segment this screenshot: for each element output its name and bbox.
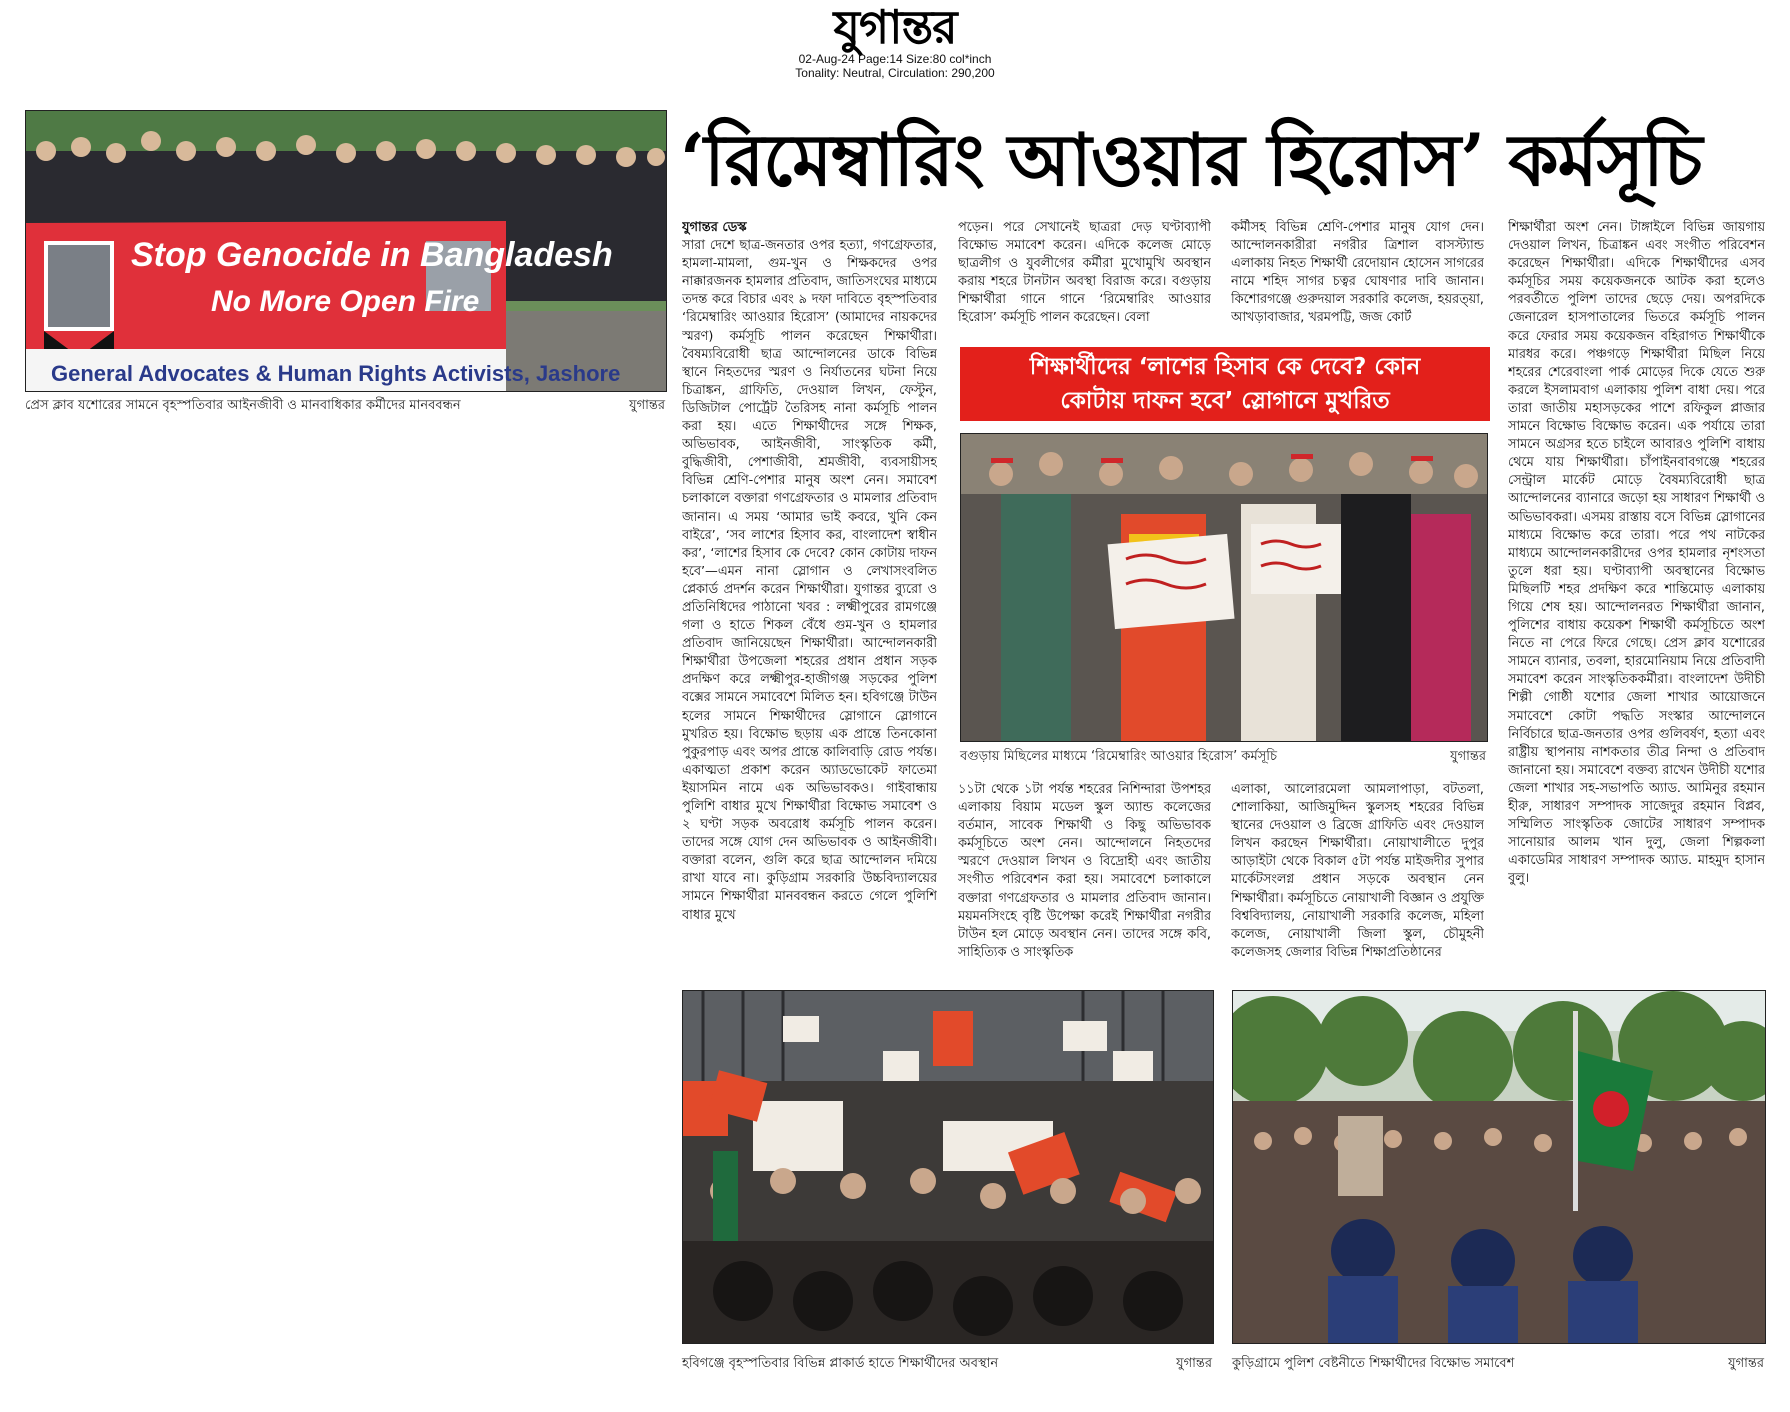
photo-habiganj-placards xyxy=(682,990,1214,1344)
article-column-1 xyxy=(682,219,937,974)
photo3-credit: যুগান্তর xyxy=(1176,1356,1212,1371)
photo3-caption: হবিগঞ্জে বৃহস্পতিবার বিভিন্ন প্লাকার্ড হাতে শিক্ষার্থীদের অবস্থান xyxy=(682,1356,999,1371)
photo-habiganj-image xyxy=(683,991,1213,1343)
clipping-meta-line1: 02-Aug-24 Page:14 Size:80 col*inch xyxy=(798,52,992,66)
article-col3-bottom-text: এলাকা, আলোরমেলা আমলাপাড়া, বটতলা, শোলাকিয়া, আজিমুদ্দিন স্কুলসহ শহরের বিভিন্ন স্থানের দেওয়াল ও ব্রিজে গ্রাফিতি এবং দেওয়াল লিখন করছেন শিক্ষার্থীরা। নোয়াখালীতে দুপুর আড়াইটা থেকে বিকাল ৫টা পর্যন্ত মাইজদীর সুপার মার্কেটসংলগ্ন প্রধান সড়কে অবস্থান নেন শিক্ষার্থীরা। কর্মসূচিতে নোয়াখালী বিজ্ঞান ও প্রযুক্তি বিশ্ববিদ্যালয়, নোয়াখালী সরকারি কলেজ, মহিলা কলেজ, নোয়াখালী জিলা স্কুল, চৌমুহনী কলেজসহ জেলার বিভিন্ন শিক্ষাপ্রতিষ্ঠানের xyxy=(1231,782,1484,960)
photo-kurigram-police xyxy=(1232,990,1766,1344)
photo4-caption: কুড়িগ্রামে পুলিশ বেষ্টনীতে শিক্ষার্থীদের বিক্ষোভ সমাবেশ xyxy=(1232,1356,1515,1371)
photo4-credit: যুগান্তর xyxy=(1728,1356,1764,1371)
photo-human-chain-image xyxy=(26,111,666,391)
article-column-4 xyxy=(1508,219,1765,974)
photo-bogura-image xyxy=(961,434,1487,741)
article-col4-text: শিক্ষার্থীরা অংশ নেন। টাঙ্গাইলে বিভিন্ন জায়গায় দেওয়াল লিখন, চিত্রাঙ্কন এবং সংগীত পরিবেশন করেছেন শিক্ষার্থীরা। এদিকে শিক্ষার্থীদের এসব কর্মসূচির সময় কয়েকজনকে আটক করা হলেও পরবর্তীতে পুলিশ তাদের ছেড়ে দেয়। অপরদিকে জেনারেল হাসপাতালের ভিতরে কর্মসূচি পালন করে ফেরার সময় কয়েকজন বহিরাগত শিক্ষার্থীকে মারধর করে। পঞ্চগড়ে শিক্ষার্থীরা মিছিল নিয়ে শহরের শেরেবাংলা পার্ক মোড়ের দিকে যেতে শুরু করলে ইসলামবাগ এলাকায় পুলিশ বাধা দেয়। পরে তারা জাতীয় মহাসড়কের পাশে রফিকুল প্লাজার সামনে বিক্ষোভ বিক্ষোভ করেন। এক পর্যায়ে তারা সামনে অগ্রসর হতে চাইলে আবারও পুলিশি বাধায় থেমে যায় শিক্ষার্থীরা। চাঁপাইনবাবগঞ্জে শহরের সেন্ট্রাল মার্কেট মোড়ে বৈষম্যবিরোধী ছাত্র আন্দোলনের ব্যানারে জড়ো হয় সাধারণ শিক্ষার্থী ও অভিভাবকরা। এসময় রাস্তায় বসে বিভিন্ন স্লোগানের মাধ্যমে বিক্ষোভ করে তারা। পরে পথ নাটকের মাধ্যমে আন্দোলনকারীদের ওপর হামলার নৃশংসতা তুলে ধরা হয়। ঘণ্টাব্যাপী অবস্থানের বিক্ষোভ মিছিলটি শহর প্রদক্ষিণ করে শান্তিমোড় এলাকায় গিয়ে শেষ হয়। আন্দোলনরত শিক্ষার্থীরা জানান, পুলিশের বাধায় কয়েকশ শিক্ষার্থী কর্মসূচিতে অংশ নিতে না পেরে ফিরে গেছে। প্রেস ক্লাব যশোরের সামনে ব্যানার, তবলা, হারমোনিয়াম নিয়ে প্রতিবাদী সমাবেশ করেন সাংস্কৃতিককর্মীরা। বাংলাদেশ উদীচী শিল্পী গোষ্ঠী যশোর জেলা শাখার আয়োজনে সমাবেশে কোটা পদ্ধতি সংস্কার আন্দোলনে নির্বিচারে ছাত্র-জনতার ওপর গুলিবর্ষণ, হত্যা এবং রাষ্ট্রীয় স্থাপনায় নাশকতার তীব্র নিন্দা ও প্রতিবাদ জানানো হয়। সমাবেশে বক্তব্য রাখেন উদীচী যশোর জেলা শাখার সহ-সভাপতি অ্যাড. আমিনুর রহমান হীরু, সাধারণ সম্পাদক সাজেদুর রহমান বিপ্লব, সম্মিলিত সাংস্কৃতিক জোটের সাধারণ সম্পাদক সানোয়ার আলম খান দুলু, জেলা শিল্পকলা একাডেমির সাধারণ সম্পাদক অ্যাড. মাহমুদ হাসান বুলু। xyxy=(1508,220,1765,887)
photo-kurigram-image xyxy=(1233,991,1765,1343)
article-column-2-top xyxy=(958,219,1211,341)
photo-bogura-procession xyxy=(960,433,1488,742)
article-col1-text: সারা দেশে ছাত্র-জনতার ওপর হত্যা, গণগ্রেফতার, হামলা-মামলা, গুম-খুন ও শিক্ষকদের ওপর নাক্কারজনক হামলার প্রতিবাদ, জাতিসংঘের মাধ্যমে তদন্ত করে বিচার এবং ৯ দফা দাবিতে বৃহস্পতিবার ‘রিমেম্বারিং আওয়ার হিরোস’ (আমাদের নায়কদের স্মরণ) কর্মসূচি পালন করেছেন শিক্ষার্থীরা। বৈষম্যবিরোধী ছাত্র আন্দোলনের ডাকে বিভিন্ন স্থানে নিহতদের স্মরণ ও নির্যাতনের ঘটনা নিয়ে চিত্রাঙ্কন, গ্রাফিতি, দেওয়াল লিখন, ফেস্টুন, ডিজিটাল পোর্ট্রেট তৈরিসহ নানা কর্মসূচি পালন করা হয়। এতে শিক্ষার্থীদের সঙ্গে শিক্ষক, অভিভাবক, আইনজীবী, সাংস্কৃতিক কর্মী, বুদ্ধিজীবী, পেশাজীবী, শ্রমজীবী, ব্যবসায়ীসহ বিভিন্ন শ্রেণি-পেশার মানুষ অংশ নেন। সমাবেশ চলাকালে বক্তারা গণগ্রেফতার ও মামলার প্রতিবাদ জানান। এ সময় ‘আমার ভাই কবরে, খুনি কেন বাইরে’, ‘সব লাশের হিসাব কর, বাংলাদেশ স্বাধীন কর’, ‘লাশের হিসাব কে দেবে? কোন কোটায় দাফন হবে’—এমন নানা স্লোগান ও লেখাসংবলিত প্লেকার্ড প্রদর্শন করেন শিক্ষার্থীরা। যুগান্তর ব্যুরো ও প্রতিনিধিদের পাঠানো খবর : লক্ষ্মীপুরের রামগঞ্জে গলা ও হাতে শিকল বেঁধে গুম-খুন ও হামলার প্রতিবাদ জানিয়েছেন শিক্ষার্থীরা। আন্দোলনকারী শিক্ষার্থীরা উপজেলা শহরের প্রধান প্রধান সড়ক প্রদক্ষিণ করে লক্ষ্মীপুর-হাজীগঞ্জ সড়কের পুলিশ বক্সের সামনে সমাবেশে মিলিত হন। হবিগঞ্জে টাউন হলের সামনে শিক্ষার্থীদের স্লোগানে স্লোগানে মুখরিত হয়। বিক্ষোভ ছড়ায় এক প্রান্তে তিনকোনা পুকুরপাড় এবং অপর প্রান্তে কালিবাড়ি রোড পর্যন্ত। একাত্মতা প্রকাশ করেন অ্যাডভোকেট ফাতেমা ইয়াসমিন নামে এক অভিভাবকও। গাইবান্ধায় পুলিশি বাধার মুখে শিক্ষার্থীরা বিক্ষোভ সমাবেশ ও ২ ঘণ্টা সড়ক অবরোধ কর্মসূচি পালন করেন। তাদের সঙ্গে যোগ দেন অভিভাবক ও আইনজীবী। বক্তারা বলেন, গুলি করে ছাত্র আন্দোলন দমিয়ে রাখা যাবে না। কুড়িগ্রাম সরকারি উচ্চবিদ্যালয়ের সামনে শিক্ষার্থীরা মানববন্ধন করতে গেলে পুলিশি বাধার মুখে xyxy=(682,238,937,923)
subheadline-line1: শিক্ষার্থীদের ‘লাশের হিসাব কে দেবে? কোন xyxy=(1029,354,1421,380)
photo2-caption: বগুড়ায় মিছিলের মাধ্যমে ‘রিমেম্বারিং আওয়ার হিরোস’ কর্মসূচি xyxy=(960,749,1278,764)
article-column-3-bottom xyxy=(1231,781,1484,976)
photo2-credit: যুগান্তর xyxy=(1450,749,1486,764)
banner-text-line1: Stop Genocide in Bangladesh xyxy=(131,236,613,274)
banner-text-line2: No More Open Fire xyxy=(211,285,480,318)
article-col2-bottom-text: ১১টা থেকে ১টা পর্যন্ত শহরের নিশিন্দারা উপশহর এলাকায় বিয়াম মডেল স্কুল অ্যান্ড কলেজের বর্তমান, সাবেক শিক্ষার্থী ও কিছু অভিভাবক কর্মসূচিতে অংশ নেন। আন্দোলনে নিহতদের স্মরণে দেওয়াল লিখন ও বিদ্রোহী এবং জাতীয় সংগীত পরিবেশন করা হয়। সমাবেশে চলাকালে বক্তারা গণগ্রেফতার ও মামলার প্রতিবাদ জানান। ময়মনসিংহে বৃষ্টি উপেক্ষা করেই শিক্ষার্থীরা নগরীর টাউন হল মোড়ে অবস্থান নেন। তাদের সঙ্গে কবি, সাহিত্যিক ও সাংস্কৃতিক xyxy=(958,782,1211,960)
article-desk-label: যুগান্তর ডেস্ক xyxy=(682,220,747,235)
subheadline-banner xyxy=(960,347,1490,421)
article-col3-top-text: কর্মীসহ বিভিন্ন শ্রেণি-পেশার মানুষ যোগ দেন। আন্দোলনকারীরা নগরীর ত্রিশাল বাসস্ট্যান্ড এলাকায় নিহত শিক্ষার্থী রেদোয়ান হোসেন সাগরের নামে শহিদ সাগর চত্বর ঘোষণার দাবি জানান। কিশোরগঞ্জে গুরুদয়াল সরকারি কলেজ, হয়রত্য়া, আখড়াবাজার, খরমপট্টি, জজ কোর্ট xyxy=(1231,220,1484,326)
photo1-caption: প্রেস ক্লাব যশোরের সামনে বৃহস্পতিবার আইনজীবী ও মানবাধিকার কর্মীদের মানববন্ধন xyxy=(25,398,461,413)
masthead xyxy=(0,2,1790,80)
article-column-3-top xyxy=(1231,219,1484,341)
article-col2-top-text: পড়েন। পরে সেখানেই ছাত্ররা দেড় ঘণ্টাব্যাপী বিক্ষোভ সমাবেশ করেন। এদিকে কলেজ মোড়ে ছাত্রলীগ ও যুবলীগের কর্মীরা মুখোমুখি অবস্থান করায় শহরে টানটান অবস্থা বিরাজ করে। বগুড়ায় শিক্ষার্থীরা গানে গানে ‘রিমেম্বারিং আওয়ার হিরোস’ কর্মসূচি পালন করেছেন। বেলা xyxy=(958,220,1211,326)
photo1-credit: যুগান্তর xyxy=(629,398,665,413)
article-column-2-bottom xyxy=(958,781,1211,976)
photo-human-chain xyxy=(25,110,667,392)
clipping-meta-line2: Tonality: Neutral, Circulation: 290,200 xyxy=(795,66,995,80)
subheadline-line2: কোটায় দাফন হবে’ স্লোগানে মুখরিত xyxy=(1060,388,1390,414)
headline: ‘রিমেম্বারিং আওয়ার হিরোস’ কর্মসূচি xyxy=(680,117,1702,202)
banner-text-line3: General Advocates & Human Rights Activists, Jashore xyxy=(51,361,621,386)
newspaper-logo: যুগান্তর xyxy=(833,0,957,54)
